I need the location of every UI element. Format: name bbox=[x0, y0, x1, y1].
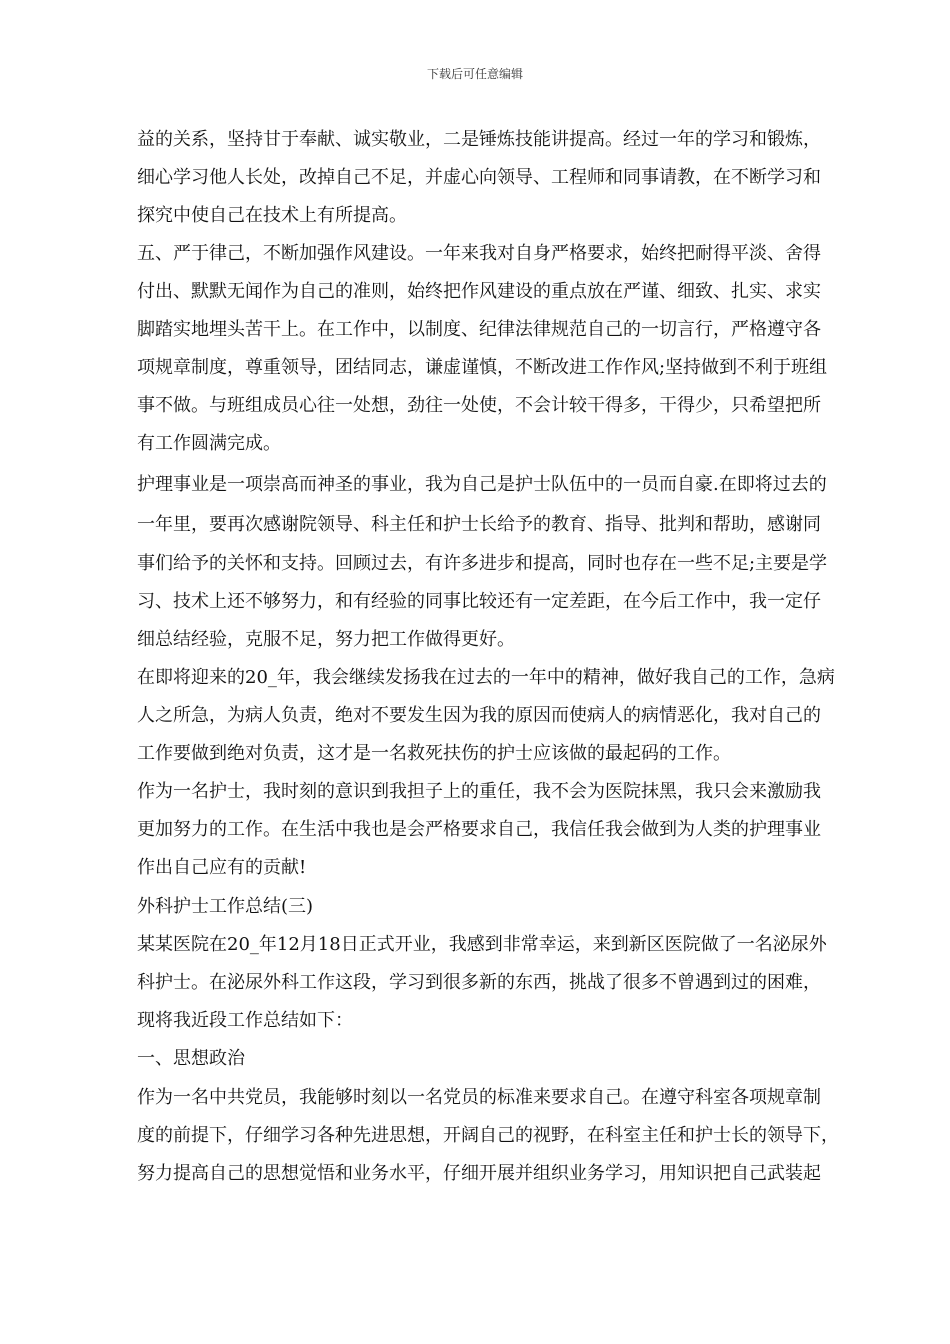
section-heading: 外科护士工作总结(三) bbox=[137, 896, 314, 917]
page-header: 下载后可任意编辑 bbox=[426, 67, 523, 81]
text-line: 脚踏实地埋头苦干上。在工作中，以制度、纪律法律规范自己的一切言行，严格遵守各 bbox=[137, 319, 821, 340]
text-line: 事不做。与班组成员心往一处想，劲往一处使，不会计较干得多，干得少，只希望把所 bbox=[137, 395, 821, 416]
text-line: 项规章制度，尊重领导，团结同志，谦虚谨慎，不断改进工作作风;坚持做到不利于班组 bbox=[137, 357, 828, 378]
text-line: 益的关系，坚持甘于奉献、诚实敬业，二是锤炼技能讲提高。经过一年的学习和锻炼， bbox=[137, 129, 821, 150]
text-line: 努力提高自己的思想觉悟和业务水平，仔细开展并组织业务学习，用知识把自己武装起 bbox=[137, 1163, 821, 1184]
text-line: 作为一名护士，我时刻的意识到我担子上的重任，我不会为医院抹黑，我只会来激励我 bbox=[137, 781, 821, 802]
text-line: 度的前提下，仔细学习各种先进思想，开阔自己的视野，在科室主任和护士长的领导下， bbox=[137, 1125, 839, 1146]
text-line: 习、技术上还不够努力，和有经验的同事比较还有一定差距，在今后工作中，我一定仔 bbox=[137, 591, 821, 612]
text-line: 某某医院在20_年12月18日正式开业，我感到非常幸运，来到新区医院做了一名泌尿外 bbox=[137, 934, 827, 955]
text-line: 有工作圆满完成。 bbox=[137, 433, 281, 454]
text-line: 现将我近段工作总结如下： bbox=[137, 1010, 353, 1031]
text-line: 作出自己应有的贡献! bbox=[137, 857, 307, 878]
text-line: 付出、默默无闻作为自己的准则，始终把作风建设的重点放在严谨、细致、扎实、求实 bbox=[137, 281, 821, 302]
text-line: 细总结经验，克服不足，努力把工作做得更好。 bbox=[137, 629, 515, 650]
text-line: 工作要做到绝对负责，这才是一名救死扶伤的护士应该做的最起码的工作。 bbox=[137, 743, 731, 764]
text-line: 科护士。在泌尿外科工作这段，学习到很多新的东西，挑战了很多不曾遇到过的困难， bbox=[137, 972, 821, 993]
text-line: 人之所急，为病人负责，绝对不要发生因为我的原因而使病人的病情恶化，我对自己的 bbox=[137, 705, 821, 726]
text-line: 更加努力的工作。在生活中我也是会严格要求自己，我信任我会做到为人类的护理事业 bbox=[137, 819, 821, 840]
text-line: 细心学习他人长处，改掉自己不足，并虚心向领导、工程师和同事请教，在不断学习和 bbox=[137, 167, 821, 188]
text-line: 护理事业是一项崇高而神圣的事业，我为自己是护士队伍中的一员而自豪.在即将过去的 bbox=[137, 474, 827, 495]
text-line: 在即将迎来的20_年，我会继续发扬我在过去的一年中的精神，做好我自己的工作，急病 bbox=[137, 667, 835, 688]
text-line: 事们给予的关怀和支持。回顾过去，有许多进步和提高，同时也存在一些不足;主要是学 bbox=[137, 553, 828, 574]
text-line: 一年里，要再次感谢院领导、科主任和护士长给予的教育、指导、批判和帮助，感谢同 bbox=[137, 514, 821, 535]
text-line: 探究中使自己在技术上有所提高。 bbox=[137, 205, 407, 226]
section-heading: 一、思想政治 bbox=[137, 1048, 245, 1069]
text-line: 作为一名中共党员，我能够时刻以一名党员的标准来要求自己。在遵守科室各项规章制 bbox=[137, 1087, 821, 1108]
text-line: 五、严于律己，不断加强作风建设。一年来我对自身严格要求，始终把耐得平淡、舍得 bbox=[137, 243, 821, 264]
